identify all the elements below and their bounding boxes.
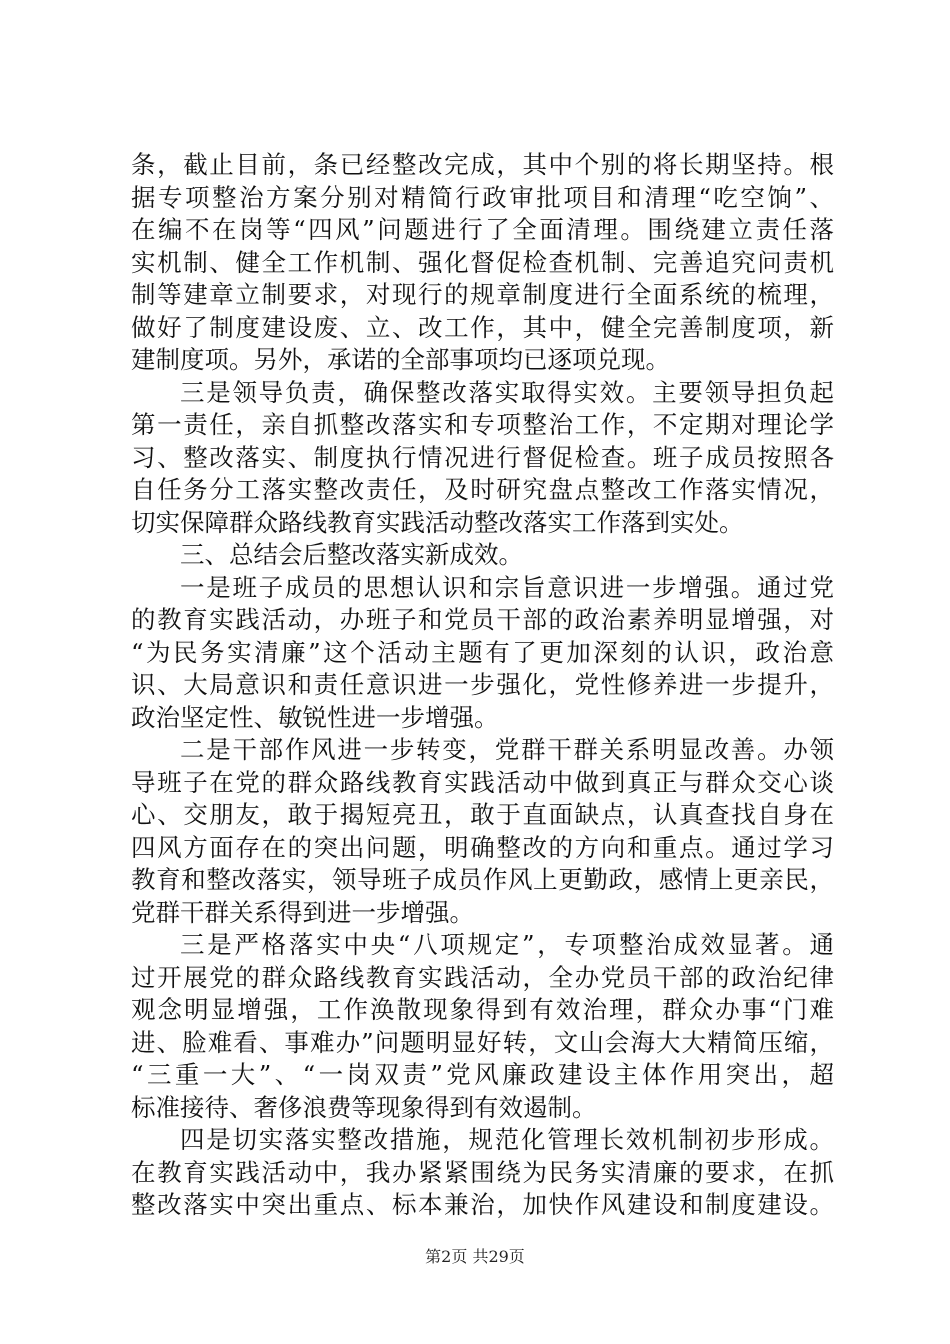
text-line: 识、大局意识和责任意识进一步强化，党性修养进一步提升， — [131, 670, 834, 699]
text-line: 制等建章立制要求，对现行的规章制度进行全面系统的梳理， — [131, 280, 834, 309]
text-line: 建制度项。另外，承诺的全部事项均已逐项兑现。 — [131, 345, 670, 374]
text-line: 实机制、健全工作机制、强化督促检查机制、完善追究问责机 — [131, 247, 834, 277]
text-line: 习、整改落实、制度执行情况进行督促检查。班子成员按照各 — [131, 442, 834, 472]
paragraph-first-line: 三是严格落实中央“八项规定”，专项整治成效显著。通 — [180, 930, 834, 959]
text-line: 教育和整改落实，领导班子成员作风上更勤政，感情上更亲民， — [131, 865, 834, 894]
text-line: 四风方面存在的突出问题，明确整改的方向和重点。通过学习 — [131, 832, 834, 862]
paragraph-first-line: 四是切实落实整改措施，规范化管理长效机制初步形成。 — [180, 1125, 834, 1154]
paragraph-first-line: 一是班子成员的思想认识和宗旨意识进一步增强。通过党 — [180, 572, 834, 602]
text-line: 过开展党的群众路线教育实践活动，全办党员干部的政治纪律 — [131, 962, 834, 992]
text-line: “三重一大”、“一岗双责”党风廉政建设主体作用突出，超 — [131, 1060, 834, 1089]
text-line: 政治坚定性、敏锐性进一步增强。 — [131, 702, 499, 732]
text-line: 进、脸难看、事难办”问题明显好转，文山会海大大精简压缩， — [131, 1027, 834, 1057]
text-line: 在教育实践活动中，我办紧紧围绕为民务实清廉的要求，在抓 — [131, 1157, 834, 1187]
text-line: 整改落实中突出重点、标本兼治，加快作风建设和制度建设。 — [131, 1190, 834, 1219]
paragraph-first-line: 二是干部作风进一步转变，党群干群关系明显改善。办领 — [180, 735, 834, 764]
section-heading: 三、总结会后整改落实新成效。 — [180, 540, 523, 569]
text-line: 心、交朋友，敢于揭短亮丑，敢于直面缺点，认真查找自身在 — [131, 800, 834, 829]
text-line: 党群干群关系得到进一步增强。 — [131, 897, 474, 927]
text-line: 自任务分工落实整改责任，及时研究盘点整改工作落实情况， — [131, 475, 834, 504]
document-body — [131, 149, 834, 1222]
text-line: 的教育实践活动，办班子和党员干部的政治素养明显增强，对 — [131, 605, 834, 634]
text-line: “为民务实清廉”这个活动主题有了更加深刻的认识，政治意 — [131, 637, 834, 667]
text-line: 切实保障群众路线教育实践活动整改落实工作落到实处。 — [131, 507, 744, 537]
text-line: 据专项整治方案分别对精简行政审批项目和清理“吃空饷”、 — [131, 182, 834, 212]
text-line: 导班子在党的群众路线教育实践活动中做到真正与群众交心谈 — [131, 767, 834, 797]
text-line: 标准接待、奢侈浪费等现象得到有效遏制。 — [131, 1092, 597, 1122]
text-line: 第一责任，亲自抓整改落实和专项整治工作，不定期对理论学 — [131, 410, 834, 439]
text-line: 在编不在岗等“四风”问题进行了全面清理。围绕建立责任落 — [131, 215, 834, 244]
page-number-footer: 第2页 共29页 — [425, 1247, 525, 1266]
text-line: 条，截止目前，条已经整改完成，其中个别的将长期坚持。根 — [131, 150, 834, 179]
text-line: 观念明显增强，工作涣散现象得到有效治理，群众办事“门难 — [131, 995, 834, 1024]
text-line: 做好了制度建设废、立、改工作，其中，健全完善制度项，新 — [131, 312, 834, 342]
paragraph-first-line: 三是领导负责，确保整改落实取得实效。主要领导担负起 — [180, 377, 834, 407]
